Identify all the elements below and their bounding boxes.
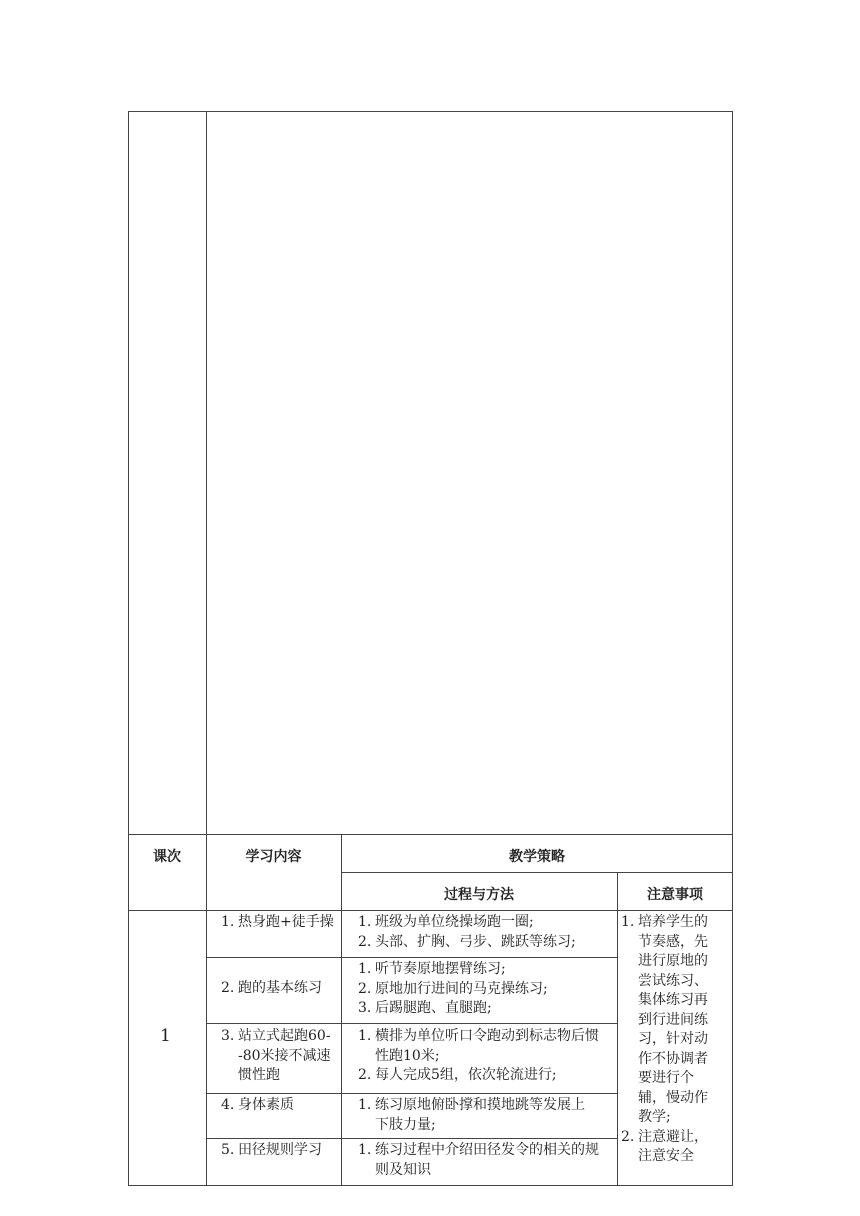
item-text: 后踢腿跑、直腿跑; xyxy=(375,1000,492,1016)
method-block-3 xyxy=(358,1027,599,1086)
item-number: 1. xyxy=(358,961,372,977)
item-text: 跑的基本练习 xyxy=(238,980,322,996)
item-number: 1. xyxy=(358,914,372,930)
method-block-1 xyxy=(358,913,576,952)
item-number: 2. xyxy=(358,980,372,997)
item-text-line: 站立式起跑60- xyxy=(238,1028,331,1044)
item-number: 1. xyxy=(358,1142,372,1158)
note-line: 注意安全 xyxy=(638,1148,694,1164)
item-number: 5. xyxy=(221,1142,235,1158)
note-line: 进行原地的 xyxy=(638,953,708,969)
item-number: 1. xyxy=(221,914,235,930)
item-text-line: 性跑10米; xyxy=(375,1047,440,1064)
item-text-line: 练习原地俯卧撑和摸地跳等发展上 xyxy=(375,1097,585,1113)
item-text: 头部、扩胸、弓步、跳跃等练习; xyxy=(375,933,576,950)
table-border-left xyxy=(128,111,129,1186)
note-line: 教学; xyxy=(638,1109,671,1125)
row-line-2 xyxy=(206,1023,617,1024)
content-item-2 xyxy=(221,979,322,999)
header-bottom-line xyxy=(128,910,733,911)
content-item-3 xyxy=(221,1027,331,1086)
content-item-4 xyxy=(221,1096,294,1116)
item-text: 每人完成5组，依次轮流进行; xyxy=(375,1067,557,1083)
note-line: 节奏感，先 xyxy=(638,933,708,950)
item-text: 听节奏原地摆臂练习; xyxy=(375,961,506,977)
item-text-line: 练习过程中介绍田径发令的相关的规 xyxy=(375,1142,599,1158)
item-number: 2. xyxy=(358,1067,372,1083)
item-text-line: 则及知识 xyxy=(375,1161,431,1178)
item-number: 4. xyxy=(221,1097,235,1113)
header-content: 学习内容 xyxy=(245,849,302,865)
item-text-line: 下肢力量; xyxy=(375,1116,436,1133)
method-block-2 xyxy=(358,960,548,1019)
item-text: 身体素质 xyxy=(238,1097,294,1113)
notes-block xyxy=(621,913,708,1167)
row-line-4 xyxy=(206,1138,617,1139)
row-line-1 xyxy=(206,957,617,958)
note-number: 1. xyxy=(621,914,635,930)
header-lesson: 课次 xyxy=(153,849,181,865)
note-line: 辅，慢动作 xyxy=(638,1089,708,1106)
note-line: 集体练习再 xyxy=(638,992,708,1008)
table-border-bottom xyxy=(128,1185,733,1186)
note-line: 到行进间练 xyxy=(638,1011,708,1028)
content-item-5 xyxy=(221,1141,322,1161)
note-line: 尝试练习、 xyxy=(638,972,708,989)
item-number: 2. xyxy=(221,980,235,996)
lesson-number: 1 xyxy=(160,1026,171,1046)
note-line: 习，针对动 xyxy=(638,1031,708,1047)
header-top-line xyxy=(128,834,733,835)
note-line: 培养学生的 xyxy=(638,914,708,930)
note-line: 注意避让， xyxy=(638,1128,708,1145)
method-block-5 xyxy=(358,1141,599,1180)
item-text: 原地加行进间的马克操练习; xyxy=(375,980,548,997)
header-strategy: 教学策略 xyxy=(509,849,565,865)
item-number: 3. xyxy=(221,1028,235,1044)
row-line-3 xyxy=(206,1093,617,1094)
table-border-top xyxy=(128,111,733,112)
strategy-sub-line xyxy=(341,872,733,873)
item-number: 3. xyxy=(358,1000,372,1016)
note-number: 2. xyxy=(621,1128,635,1145)
item-text: 班级为单位绕操场跑一圈; xyxy=(375,914,534,930)
note-line: 要进行个 xyxy=(638,1070,694,1086)
header-notes: 注意事项 xyxy=(647,887,703,903)
item-number: 2. xyxy=(358,933,372,950)
method-block-4 xyxy=(358,1096,585,1135)
table-divider-v1 xyxy=(206,111,207,1186)
item-number: 1. xyxy=(358,1097,372,1113)
table-divider-v3 xyxy=(617,872,618,1186)
item-text: 热身跑+徒手操 xyxy=(238,914,334,930)
header-process: 过程与方法 xyxy=(444,887,514,903)
item-text: 田径规则学习 xyxy=(238,1142,322,1158)
item-text-line: 惯性跑 xyxy=(238,1067,280,1083)
table-border-right xyxy=(732,111,733,1186)
item-text-line: 横排为单位听口令跑动到标志物后惯 xyxy=(375,1028,599,1044)
item-text-line: -80米接不减速 xyxy=(238,1047,331,1064)
content-item-1 xyxy=(221,913,334,933)
note-line: 作不协调者 xyxy=(638,1050,708,1067)
item-number: 1. xyxy=(358,1028,372,1044)
